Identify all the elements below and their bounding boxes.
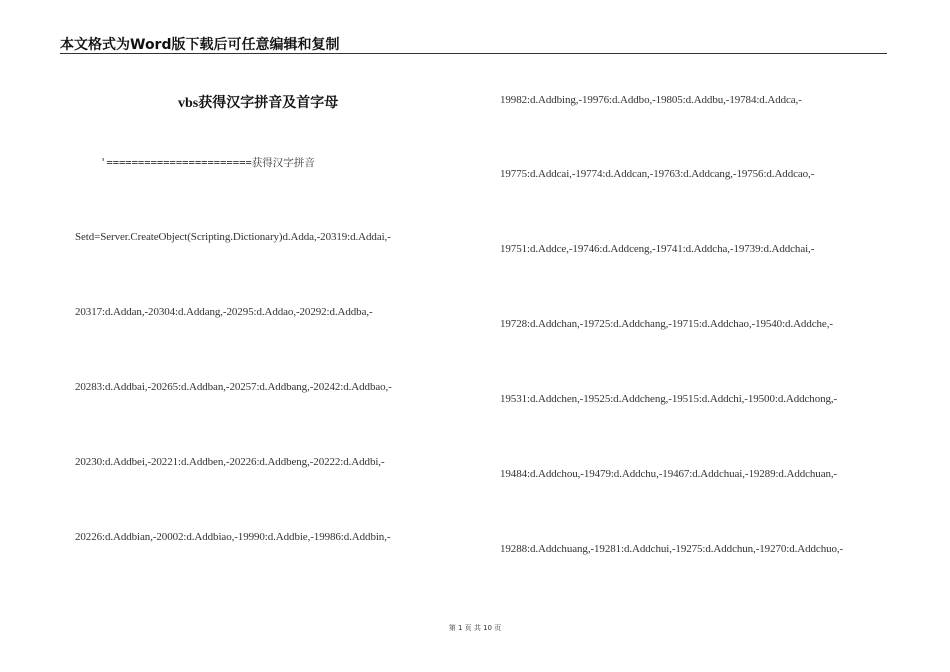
page-header-note: 本文格式为Word版下载后可任意编辑和复制 [60,37,340,53]
code-comment-line: '=======================获得汉字拼音 [100,157,315,169]
left-code-line-1: Setd=Server.CreateObject(Scripting.Dictionary)d.Adda,-20319:d.Addai,- [75,231,391,243]
right-code-line-7: 19288:d.Addchuang,-19281:d.Addchui,-19275:d.Addchun,-19270:d.Addchuo,- [500,543,844,555]
document-title: vbs获得汉字拼音及首字母 [178,96,339,111]
right-code-line-1: 19982:d.Addbing,-19976:d.Addbo,-19805:d.Addbu,-19784:d.Addca,- [500,94,802,106]
right-code-line-3: 19751:d.Addce,-19746:d.Addceng,-19741:d.Addcha,-19739:d.Addchai,- [500,243,815,255]
left-code-line-5: 20226:d.Addbian,-20002:d.Addbiao,-19990:d.Addbie,-19986:d.Addbin,- [75,531,391,543]
right-code-line-5: 19531:d.Addchen,-19525:d.Addcheng,-19515:d.Addchi,-19500:d.Addchong,- [500,393,838,405]
header-divider [60,53,887,54]
page-number-footer: 第 1 页 共 10 页 [448,624,502,632]
right-code-line-4: 19728:d.Addchan,-19725:d.Addchang,-19715:d.Addchao,-19540:d.Addche,- [500,318,833,330]
left-code-line-4: 20230:d.Addbei,-20221:d.Addben,-20226:d.Addbeng,-20222:d.Addbi,- [75,456,385,468]
left-code-line-3: 20283:d.Addbai,-20265:d.Addban,-20257:d.Addbang,-20242:d.Addbao,- [75,381,392,393]
right-code-line-2: 19775:d.Addcai,-19774:d.Addcan,-19763:d.Addcang,-19756:d.Addcao,- [500,168,815,180]
left-code-line-2: 20317:d.Addan,-20304:d.Addang,-20295:d.Addao,-20292:d.Addba,- [75,306,373,318]
right-code-line-6: 19484:d.Addchou,-19479:d.Addchu,-19467:d.Addchuai,-19289:d.Addchuan,- [500,468,838,480]
